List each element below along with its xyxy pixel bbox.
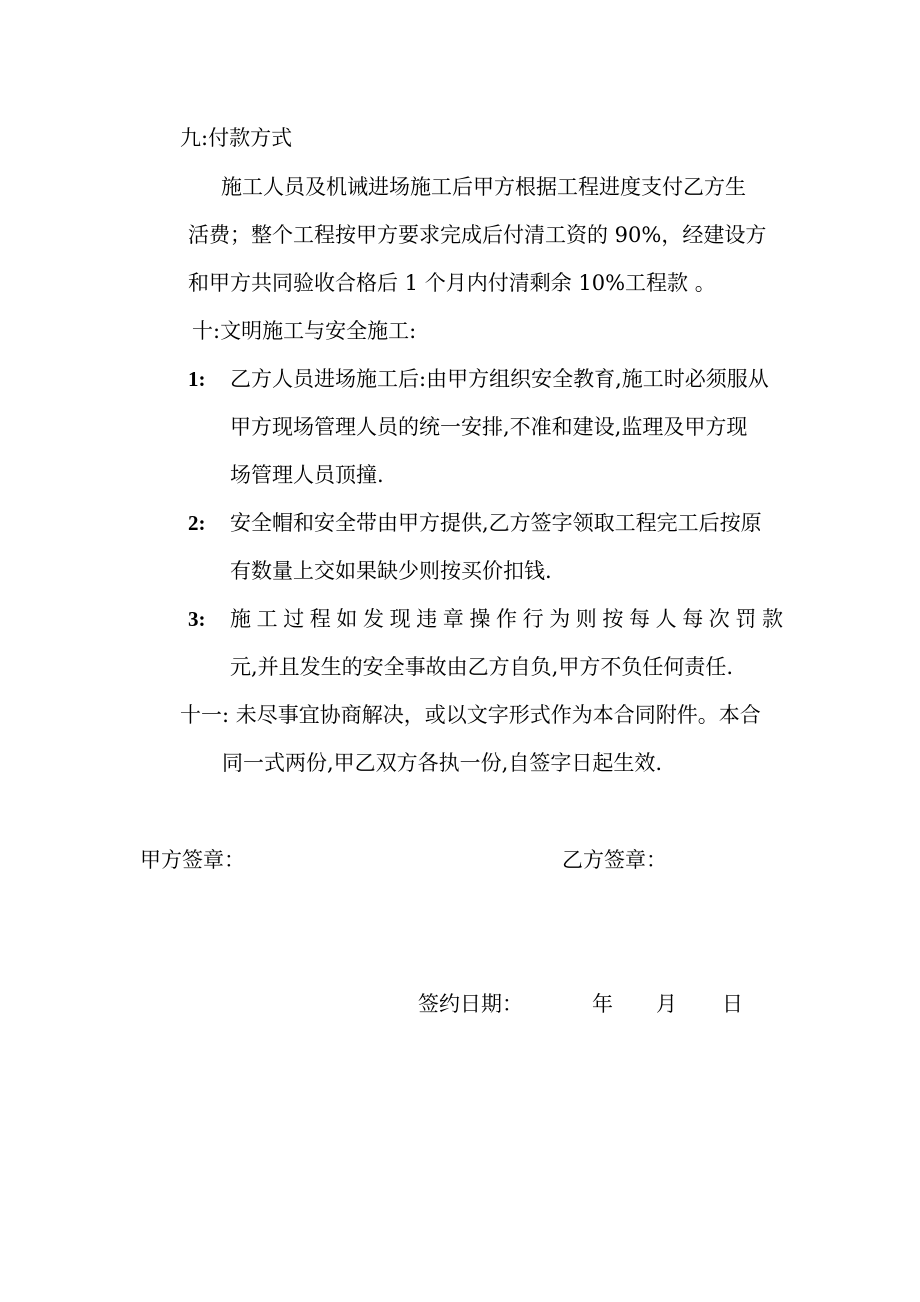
item-3-line-2: 元,并且发生的安全事故由乙方自负,甲方不负任何责任.	[230, 655, 734, 679]
section-9-line-3: 和甲方共同验收合格后 1 个月内付清剩余 10%工程款 。	[188, 271, 716, 295]
item-2-line-2: 有数量上交如果缺少则按买价扣钱.	[230, 559, 552, 583]
section-9-heading: 九:付款方式	[180, 126, 293, 150]
contract-date-label: 签约日期：	[418, 992, 523, 1016]
item-1-number: 1:	[188, 367, 206, 391]
item-1-line-1: 乙方人员进场施工后:由甲方组织安全教育,施工时必须服从	[230, 367, 769, 391]
item-2-line-1: 安全帽和安全带由甲方提供,乙方签字领取工程完工后按原	[230, 511, 762, 535]
party-b-signature-label: 乙方签章：	[562, 848, 667, 872]
section-10-heading: 十:文明施工与安全施工:	[192, 319, 417, 343]
item-2-number: 2:	[188, 511, 206, 535]
item-1-line-2: 甲方现场管理人员的统一安排,不准和建设,监理及甲方现	[230, 415, 748, 439]
item-3-number: 3:	[188, 607, 206, 631]
section-9-line-1: 施工人员及机诫进场施工后甲方根据工程进度支付乙方生	[221, 175, 746, 199]
date-year: 年	[592, 992, 613, 1016]
item-1-line-3: 场管理人员顶撞.	[230, 463, 384, 487]
section-9-line-2: 活费；整个工程按甲方要求完成后付清工资的 90%，经建设方	[188, 223, 767, 247]
section-11-line-2: 同一式两份,甲乙双方各执一份,自签字日起生效.	[222, 751, 663, 775]
party-a-signature-label: 甲方签章：	[140, 848, 245, 872]
item-3-line-1: 施工过程如发现违章操作行为则按每人每次罚款	[230, 607, 783, 631]
section-11-line-1: 十一: 未尽事宜协商解决，或以文字形式作为本合同附件。本合	[180, 703, 761, 727]
date-day: 日	[722, 992, 743, 1016]
date-month: 月	[656, 992, 677, 1016]
